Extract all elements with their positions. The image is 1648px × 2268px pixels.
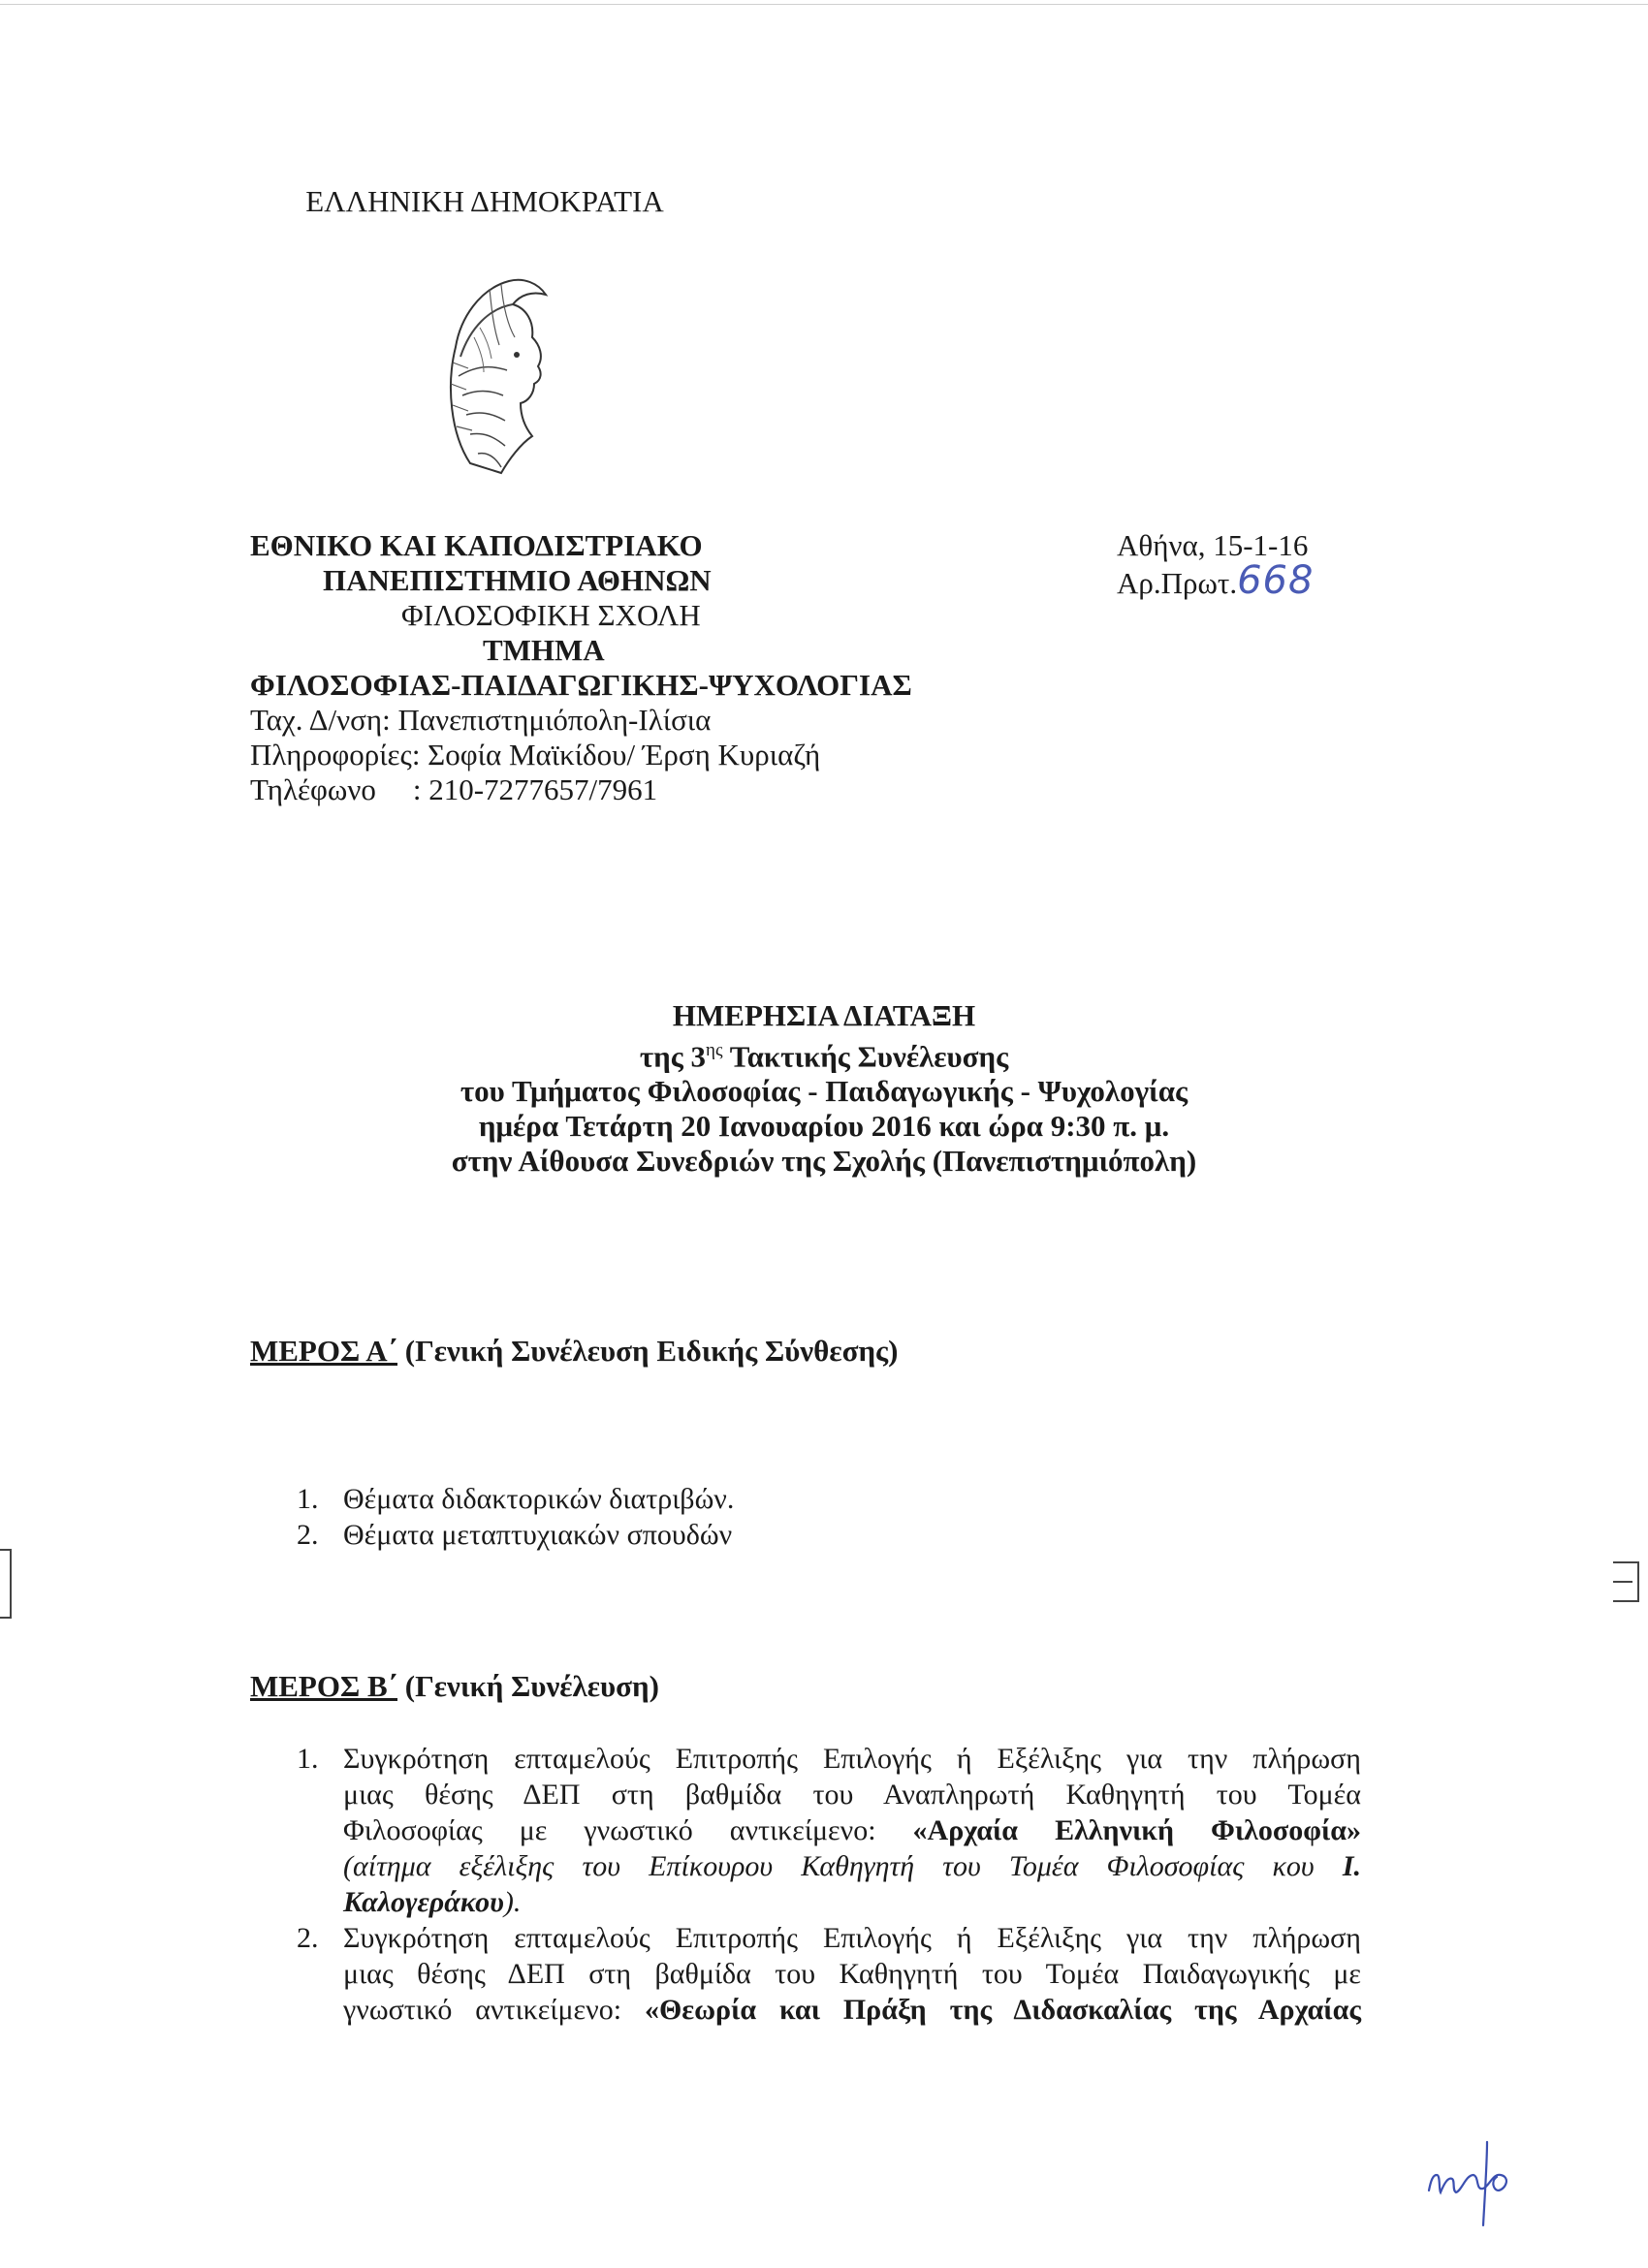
department-line1: ΤΜΗΜΑ [483, 633, 605, 667]
list-item: 1. Θέματα διδακτορικών διατριβών. [297, 1483, 735, 1515]
part-a-list [297, 1481, 1216, 1553]
agenda-department-line: του Τμήματος Φιλοσοφίας - Παιδαγωγικής - Ψυχολογίας [460, 1074, 1188, 1109]
school-name: ΦΙΛΟΣΟΦΙΚΗ ΣΧΟΛΗ [401, 598, 701, 632]
phone-value: : 210-7277657/7961 [412, 772, 658, 806]
phone-label: Τηλέφωνο [250, 772, 376, 806]
punch-hole-bracket-right-icon [1609, 1560, 1644, 1603]
agenda-title: ΗΜΕΡΗΣΙΑ ΔΙΑΤΑΞΗ [672, 998, 976, 1032]
list-item: 1. Συγκρότηση επταμελούς Επιτροπής Επιλογής ή Εξέλιξης για την πλήρωση μιας θέσης ΔΕΠ στη βαθμίδα του Αναπληρωτή Καθηγητή του Τομέα Φιλοσοφίας με γνωστικό αντικείμενο: «Αρχαία Ελληνική Φιλοσοφία» (αίτημα εξέλιξης του Επίκουρου Καθηγητή του Τομέα Φιλοσοφίας κου Ι. Καλογεράκου). [297, 1743, 1361, 1918]
place-date: Αθήνα, 15-1-16 [1117, 528, 1309, 562]
agenda-location-line: στην Αίθουσα Συνεδριών της Σχολής (Πανεπιστημιόπολη) [451, 1144, 1197, 1179]
handwritten-initials-icon [1423, 2132, 1530, 2229]
university-name-line2: ΠΑΝΕΠΙΣΤΗΜΙΟ ΑΘΗΝΩΝ [323, 563, 712, 597]
agenda-block [0, 998, 1648, 1179]
agenda-datetime-line: ημέρα Τετάρτη 20 Ιανουαρίου 2016 και ώρα 9:30 π. μ. [478, 1109, 1170, 1144]
department-line2: ΦΙΛΟΣΟΦΙΑΣ-ΠΑΙΔΑΓΩΓΙΚΗΣ-ΨΥΧΟΛΟΓΙΑΣ [250, 668, 912, 702]
athena-head-emblem-icon [431, 269, 557, 483]
protocol-number: 668 [1237, 558, 1315, 603]
republic-heading: ΕΛΛΗΝΙΚΗ ΔΗΜΟΚΡΑΤΙΑ [305, 184, 664, 218]
list-item: 2. Συγκρότηση επταμελούς Επιτροπής Επιλογής ή Εξέλιξης για την πλήρωση μιας θέσης ΔΕΠ στη βαθμίδα του Καθηγητή του Τομέα Παιδαγωγικής με γνωστικό αντικείμενο: «Θεωρία και Πράξη της Διδασκαλίας της Αρχαίας [297, 1922, 1361, 2026]
scan-edge-line [0, 4, 1648, 5]
part-b-list [297, 1741, 1361, 2028]
address-line: Ταχ. Δ/νση: Πανεπιστημιόπολη-Ιλίσια [250, 703, 712, 737]
part-b-heading: ΜΕΡΟΣ Β΄ (Γενική Συνέλευση) [250, 1669, 659, 1703]
part-a-heading: ΜΕΡΟΣ Α΄ (Γενική Συνέλευση Ειδικής Σύνθεσης) [250, 1334, 899, 1368]
punch-hole-bracket-left-icon [0, 1549, 12, 1619]
phone-line [250, 772, 657, 807]
protocol-label: Αρ.Πρωτ. [1117, 566, 1238, 600]
info-line: Πληροφορίες: Σοφία Μαϊκίδου/ Έρση Κυριαζή [250, 738, 821, 772]
protocol-line [1117, 558, 1315, 603]
agenda-session-line: της $3^{\eta\varsigma}$ Τακτικής Συνέλευσης [639, 1039, 1009, 1074]
university-name-line1: ΕΘΝΙΚΟ ΚΑΙ ΚΑΠΟΔΙΣΤΡΙΑΚΟ [250, 528, 703, 562]
ordinal-suffix: ης [706, 1040, 723, 1060]
list-item: 2. Θέματα μεταπτυχιακών σπουδών [297, 1519, 733, 1551]
